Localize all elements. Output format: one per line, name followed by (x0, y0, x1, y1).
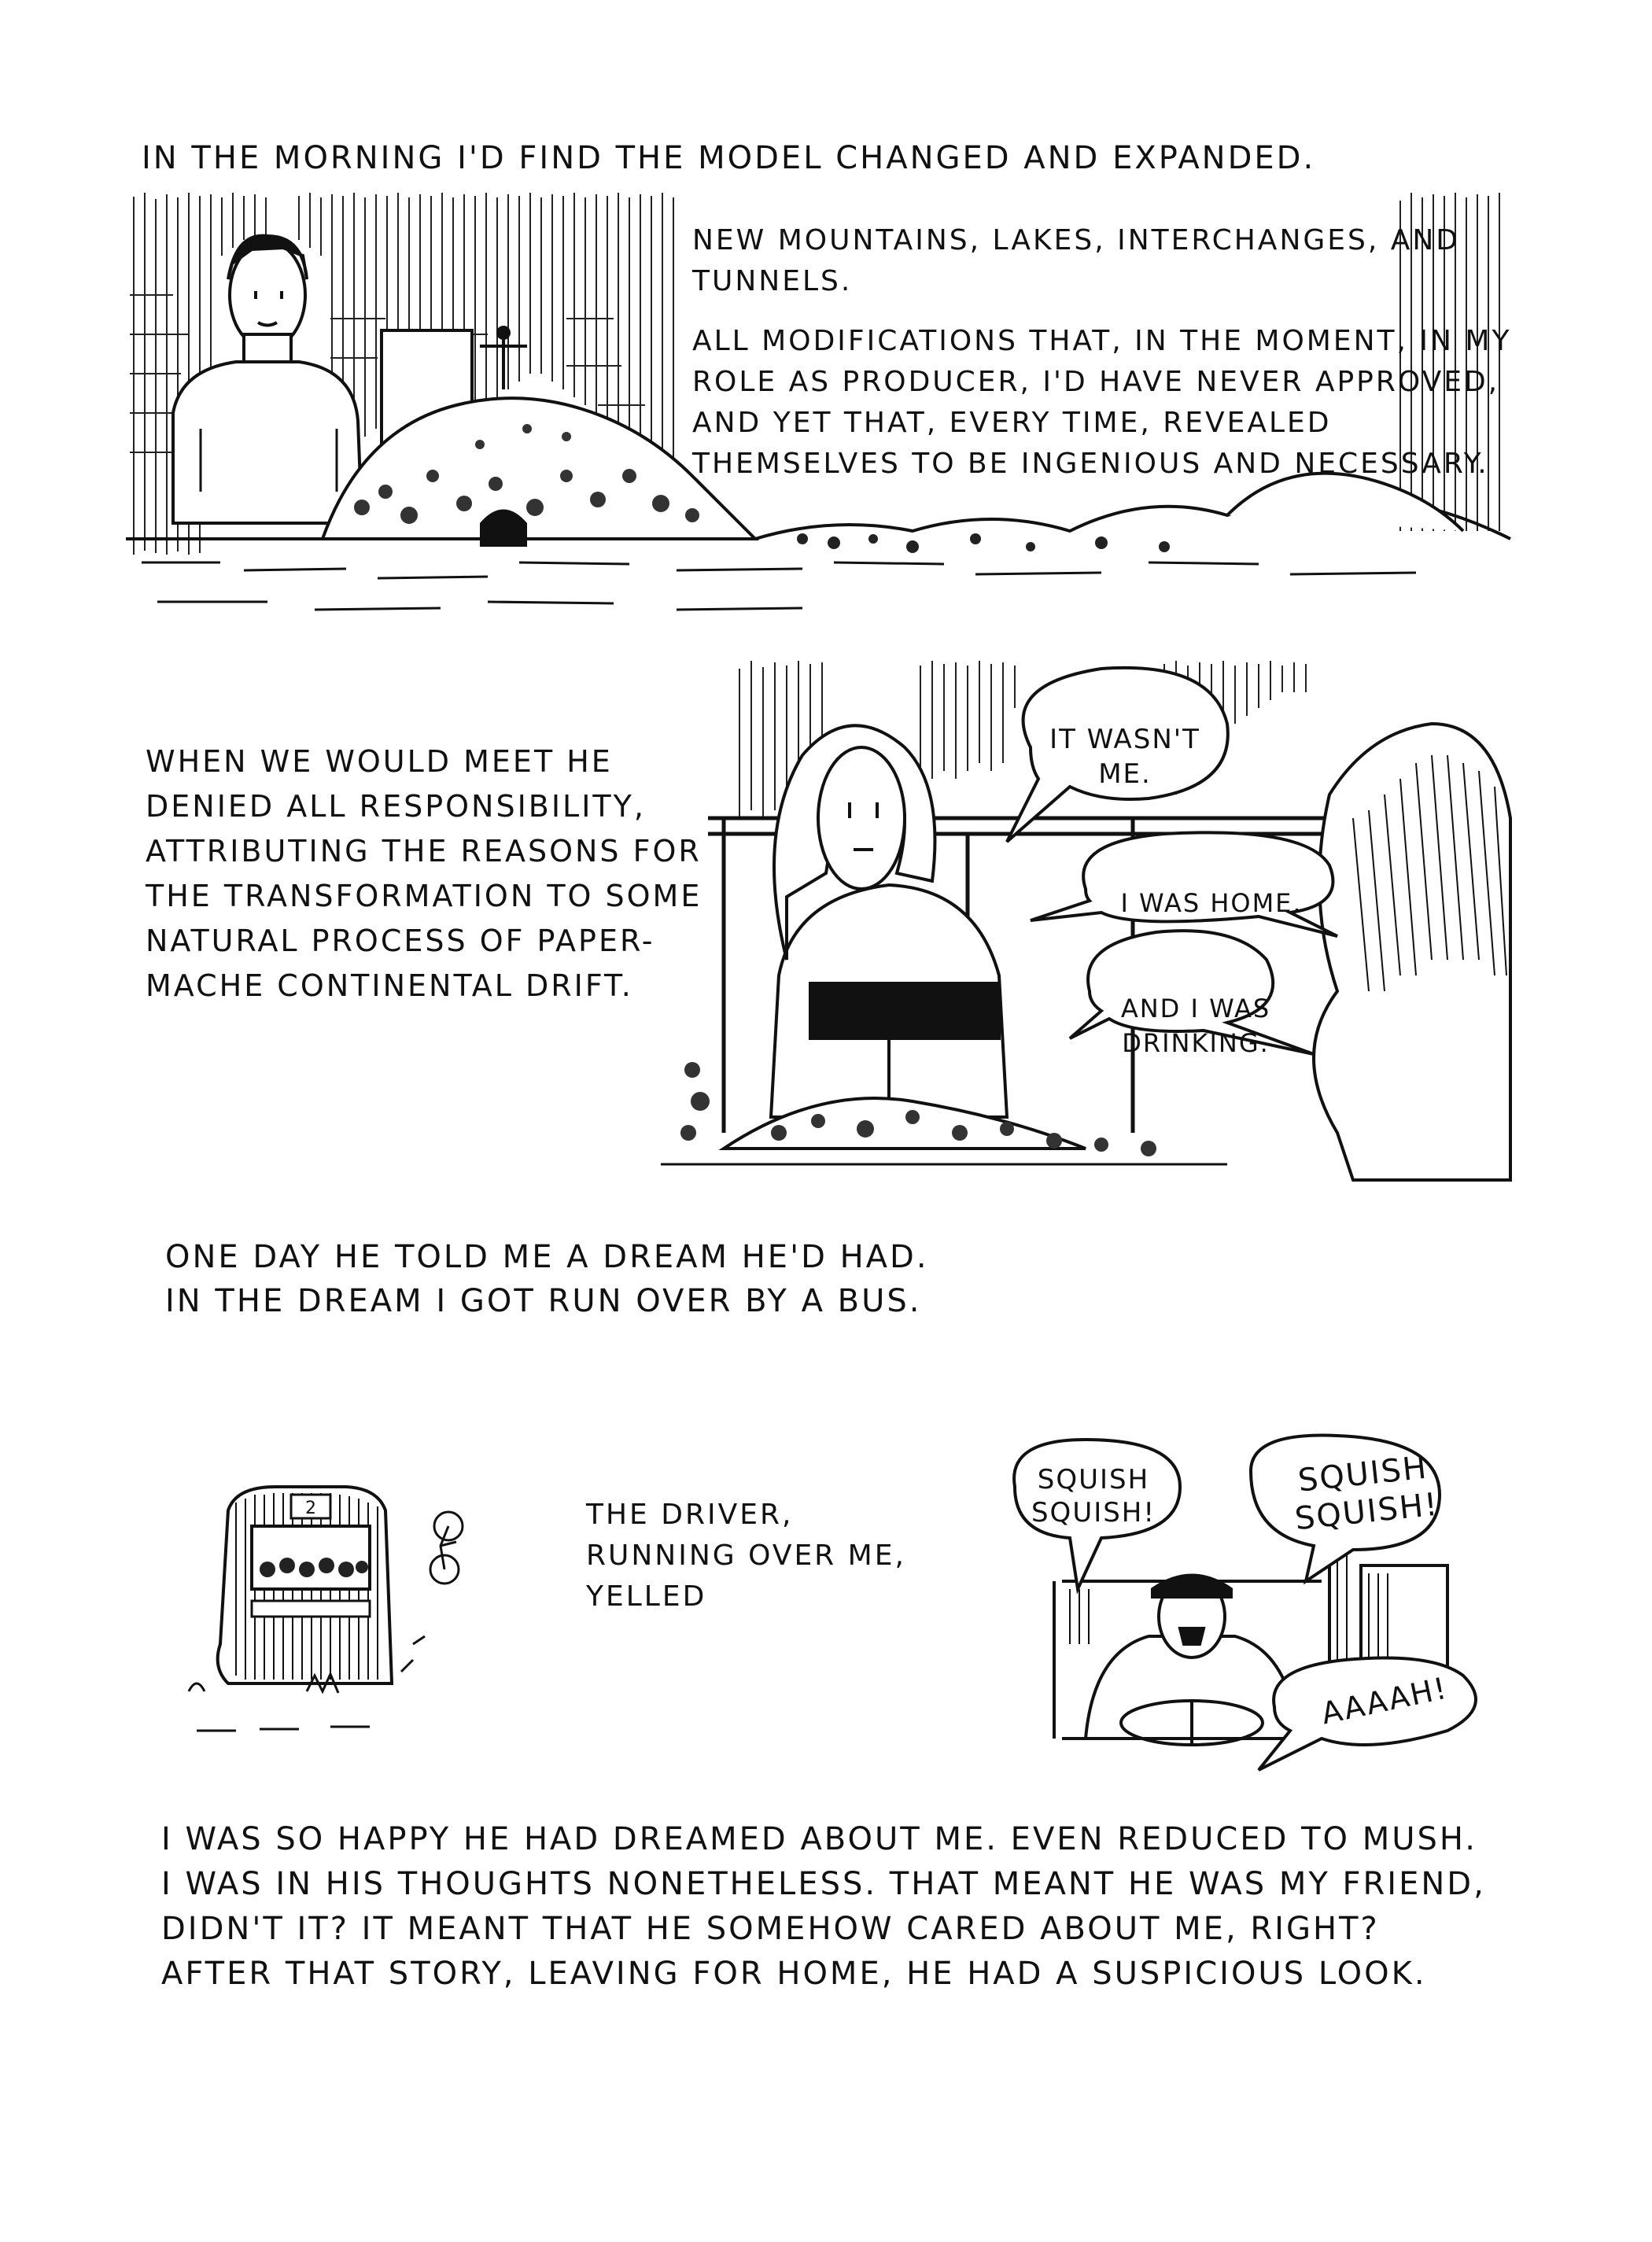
p1-line: TUNNELS. (692, 265, 853, 297)
dream-caption (165, 1235, 929, 1323)
p2-line: THE TRANSFORMATION TO SOME (146, 879, 702, 913)
closing-line: I WAS IN HIS THOUGHTS NONETHELESS. THAT MEANT HE WAS MY FRIEND, (161, 1866, 1486, 1902)
driver-line: YELLED (586, 1580, 707, 1613)
bubble-text-it-wasnt-me (1046, 722, 1204, 791)
driver-line: THE DRIVER, (586, 1499, 794, 1531)
p2-line: MACHE CONTINENTAL DRIFT. (146, 968, 633, 1003)
bubble-text-i-was-home: I WAS HOME. (1120, 888, 1303, 918)
bubble-text-squish-left (1015, 1463, 1172, 1529)
top-caption: IN THE MORNING I'D FIND THE MODEL CHANGED AND EXPANDED. (142, 140, 1316, 176)
closing-line: AFTER THAT STORY, LEAVING FOR HOME, HE HAD A SUSPICIOUS LOOK. (161, 1956, 1427, 1992)
driver-caption (586, 1495, 906, 1617)
p1-line: NEW MOUNTAINS, LAKES, INTERCHANGES, AND (692, 224, 1461, 256)
panel-1-text (692, 220, 1511, 485)
distant-trees (797, 533, 1170, 553)
bubble-text-drinking (1109, 991, 1282, 1060)
ground-scribbles (142, 562, 1416, 610)
bicycle (430, 1512, 463, 1584)
foreground-character (1314, 724, 1510, 1180)
closing-line: DIDN'T IT? IT MEANT THAT HE SOMEHOW CARED ABOUT ME, RIGHT? (161, 1911, 1380, 1947)
closing-caption (161, 1817, 1486, 1997)
bus-illustration (189, 1479, 503, 1746)
bubble-line: ME. (1098, 758, 1152, 790)
dream-line: ONE DAY HE TOLD ME A DREAM HE'D HAD. (165, 1239, 929, 1275)
boy-figure (173, 236, 362, 523)
speech-bubble-2 (1031, 832, 1337, 936)
dream-line: IN THE DREAM I GOT RUN OVER BY A BUS. (165, 1283, 922, 1319)
p2-line: DENIED ALL RESPONSIBILITY, (146, 789, 646, 824)
driver-line: RUNNING OVER ME, (586, 1540, 906, 1572)
p1-line: ALL MODIFICATIONS THAT, IN THE MOMENT, IN MY (692, 325, 1512, 357)
bubble-line: SQUISH (1296, 1449, 1430, 1499)
p2-line: WHEN WE WOULD MEET HE (146, 744, 613, 779)
closing-line: I WAS SO HAPPY HE HAD DREAMED ABOUT ME. EVEN REDUCED TO MUSH. (161, 1821, 1477, 1857)
driver-figure (1086, 1576, 1298, 1746)
panel-2-caption (146, 739, 702, 1009)
p2-line: NATURAL PROCESS OF PAPER- (146, 924, 655, 958)
girl-figure (771, 725, 1007, 1117)
bubble-line: IT WASN'T (1049, 724, 1200, 755)
bubble-line: AND I WAS (1120, 994, 1271, 1023)
p1-line: AND YET THAT, EVERY TIME, REVEALED (692, 407, 1332, 439)
p2-line: ATTRIBUTING THE REASONS FOR (146, 834, 702, 868)
bubble-line: SQUISH! (1292, 1486, 1441, 1538)
bubble-line: DRINKING. (1122, 1028, 1270, 1058)
p1-line: ROLE AS PRODUCER, I'D HAVE NEVER APPROVED, (692, 366, 1500, 398)
bubble-line: SQUISH! (1031, 1497, 1156, 1528)
bubble-line: SQUISH (1037, 1464, 1150, 1495)
p1-line: THEMSELVES TO BE INGENIOUS AND NECESSARY. (692, 448, 1489, 480)
bus-number: 2 (305, 1499, 316, 1518)
bubble-text-scream: AAAAH! (1318, 1670, 1451, 1731)
